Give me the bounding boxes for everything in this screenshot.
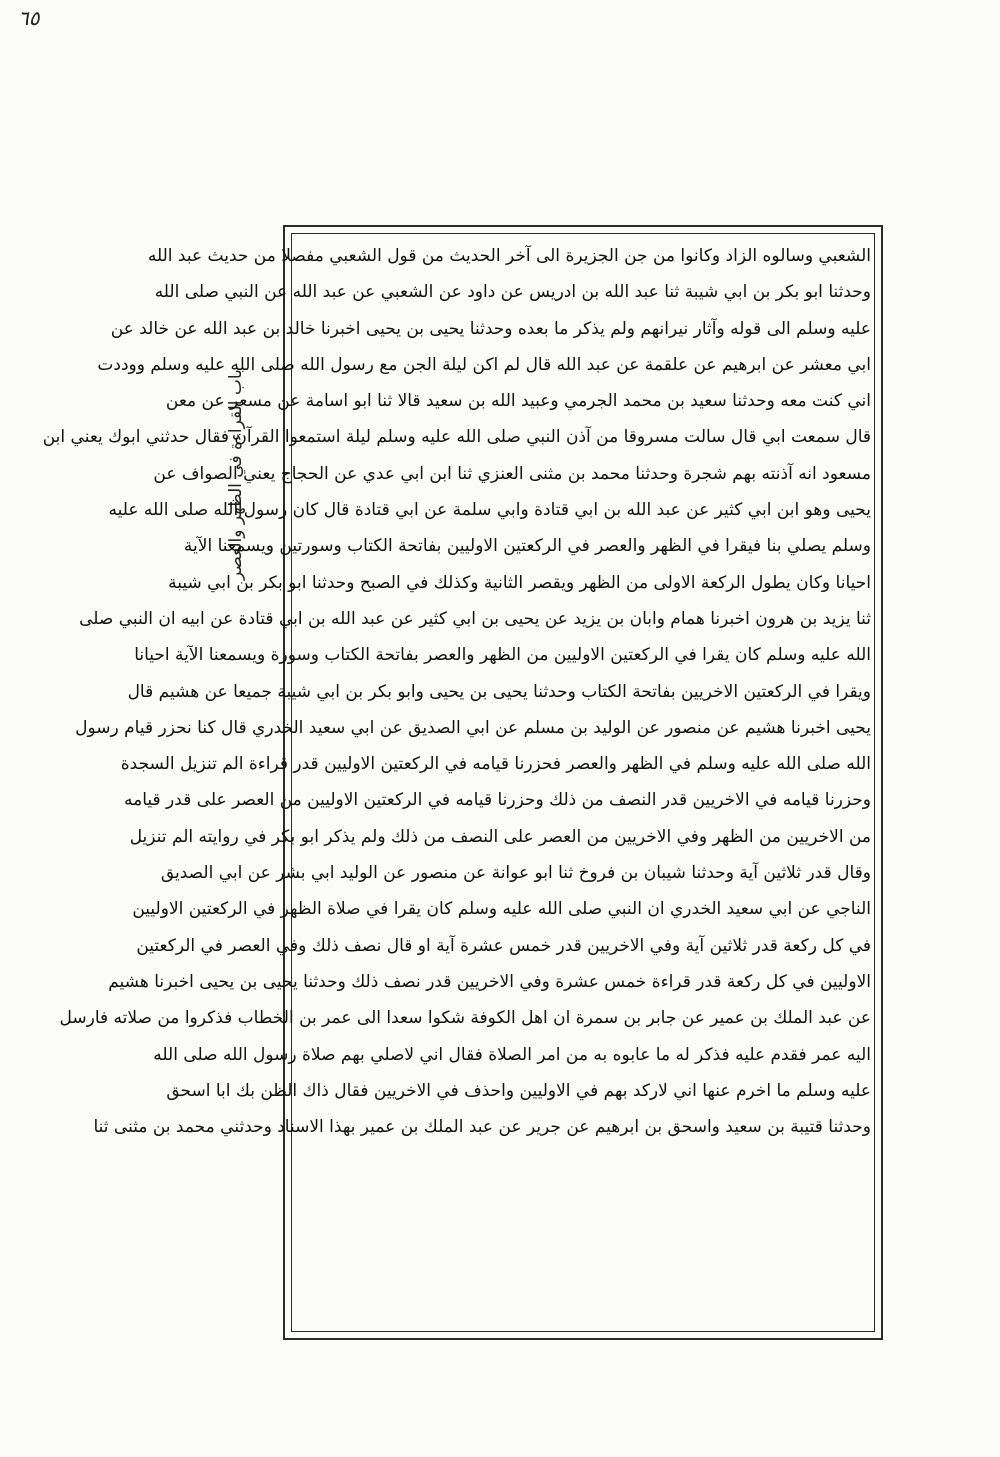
text-line: وحدثنا قتيبة بن سعيد واسحق بن ابرهيم عن جرير عن عبد الملك بن عمير بهذا الاسناد وحدثني محمد بن مثنى ثنا [93, 1117, 871, 1138]
text-line: قال سمعت ابي قال سالت مسروقا من آذن النبي صلى الله عليه وسلم ليلة استمعوا القرآن فقال حدثني ابوك يعني ابن [42, 427, 871, 448]
text-line: الاوليين في كل ركعة قدر قراءة خمس عشرة وفي الاخريين قدر نصف ذلك وحدثنا يحيى بن يحيى اخبرنا هشيم [108, 971, 871, 992]
text-line: احيانا وكان يطول الركعة الاولى من الظهر ويقصر الثانية وكذلك في الصبح وحدثنا ابو بكر بن ابي شيبة [168, 572, 871, 593]
text-line: وحزرنا قيامه في الاخريين قدر النصف من ذلك وحزرنا قيامه في الركعتين الاوليين من العصر على قدر قيامه [124, 790, 871, 811]
text-line: في كل ركعة قدر ثلاثين آية وفي الاخريين قدر خمس عشرة آية او قال نصف ذلك وفي العصر في الركعتين [136, 935, 871, 956]
text-line: مسعود انه آذنته بهم شجرة وحدثنا محمد بن مثنى العنزي ثنا ابن ابي عدي عن الحجاج يعني الصواف عن [153, 463, 871, 484]
text-line: ويقرا في الركعتين الاخريين بفاتحة الكتاب وحدثنا يحيى بن يحيى وابو بكر بن ابي شيبة جميعا عن هشيم قال [127, 681, 871, 702]
text-line: الله صلى الله عليه وسلم في الظهر والعصر فحزرنا قيامه في الركعتين الاوليين قدر قراءة الم تنزيل السجدة [120, 754, 871, 775]
text-line: عن عبد الملك بن عمير عن جابر بن سمرة ان اهل الكوفة شكوا سعدا الى عمر بن الخطاب فذكروا من صلاته فارسل [59, 1008, 871, 1029]
text-line: وقال قدر ثلاثين آية وحدثنا شيبان بن فروخ ثنا ابو عوانة عن منصور عن الوليد ابي بشر عن ابي الصديق [160, 863, 871, 884]
text-line: الله عليه وسلم كان يقرا في الركعتين الاوليين من الظهر والعصر بفاتحة الكتاب وسورة ويسمعنا الآية احيانا [134, 645, 871, 666]
text-line: عليه وسلم ما اخرم عنها اني لاركد بهم في الاوليين واحذف في الاخريين فقال ذاك الظن بك ابا اسحق [166, 1080, 871, 1101]
text-line: عليه وسلم الى قوله وآثار نيرانهم ولم يذكر ما بعده وحدثنا يحيى بن يحيى اخبرنا خالد بن عبد الله عن خالد عن [110, 318, 871, 339]
text-line: الناجي عن ابي سعيد الخدري ان النبي صلى الله عليه وسلم كان يقرا في صلاة الظهر في الركعتين الاوليين [132, 899, 871, 920]
text-line: وسلم يصلي بنا فيقرا في الظهر والعصر في الركعتين الاوليين بفاتحة الكتاب وسورتين ويسمعنا الآية [183, 536, 871, 557]
text-line: وحدثنا ابو بكر بن ابي شيبة ثنا عبد الله بن ادريس عن داود عن الشعبي عن عبد الله عن النبي صلى الله [154, 282, 871, 303]
text-line: من الاخريين من الظهر وفي الاخريين من العصر على النصف من ذلك ولم يذكر ابو بكر في روايته الم تنزيل [129, 826, 871, 847]
text-line: يحيى اخبرنا هشيم عن منصور عن الوليد بن مسلم عن ابي الصديق عن ابي سعيد الخدري قال كنا نحزر قيام رسول [75, 717, 871, 738]
text-line: ابي معشر عن ابرهيم عن علقمة عن عبد الله قال لم اكن ليلة الجن مع رسول الله صلى الله عليه وسلم ووددت [97, 354, 871, 375]
margin-chapter-heading: باب القراءة في الظهر والعصر [226, 369, 246, 581]
folio-number: ٦٥ [18, 6, 40, 30]
text-line: الشعبي وسالوه الزاد وكانوا من جن الجزيرة الى آخر الحديث من قول الشعبي مفصلا من حديث عبد الله [147, 246, 871, 266]
text-line: اني كنت معه وحدثنا سعيد بن محمد الجرمي وعبيد الله بن سعيد قالا ثنا ابو اسامة عن مسعر عن معن [165, 391, 871, 412]
text-line: يحيى وهو ابن ابي كثير عن عبد الله بن ابي قتادة وابي سلمة عن ابي قتادة قال كان رسول الله صلى الله عليه [108, 500, 871, 521]
text-line: اليه عمر فقدم عليه فذكر له ما عابوه به من امر الصلاة فقال اني لاصلي بهم صلاة رسول الله صلى الله [153, 1044, 871, 1065]
text-line: ثنا يزيد بن هرون اخبرنا همام وابان بن يزيد عن يحيى بن ابي كثير عن عبد الله بن ابي قتادة عن ابيه ان النبي صلى [79, 608, 871, 629]
